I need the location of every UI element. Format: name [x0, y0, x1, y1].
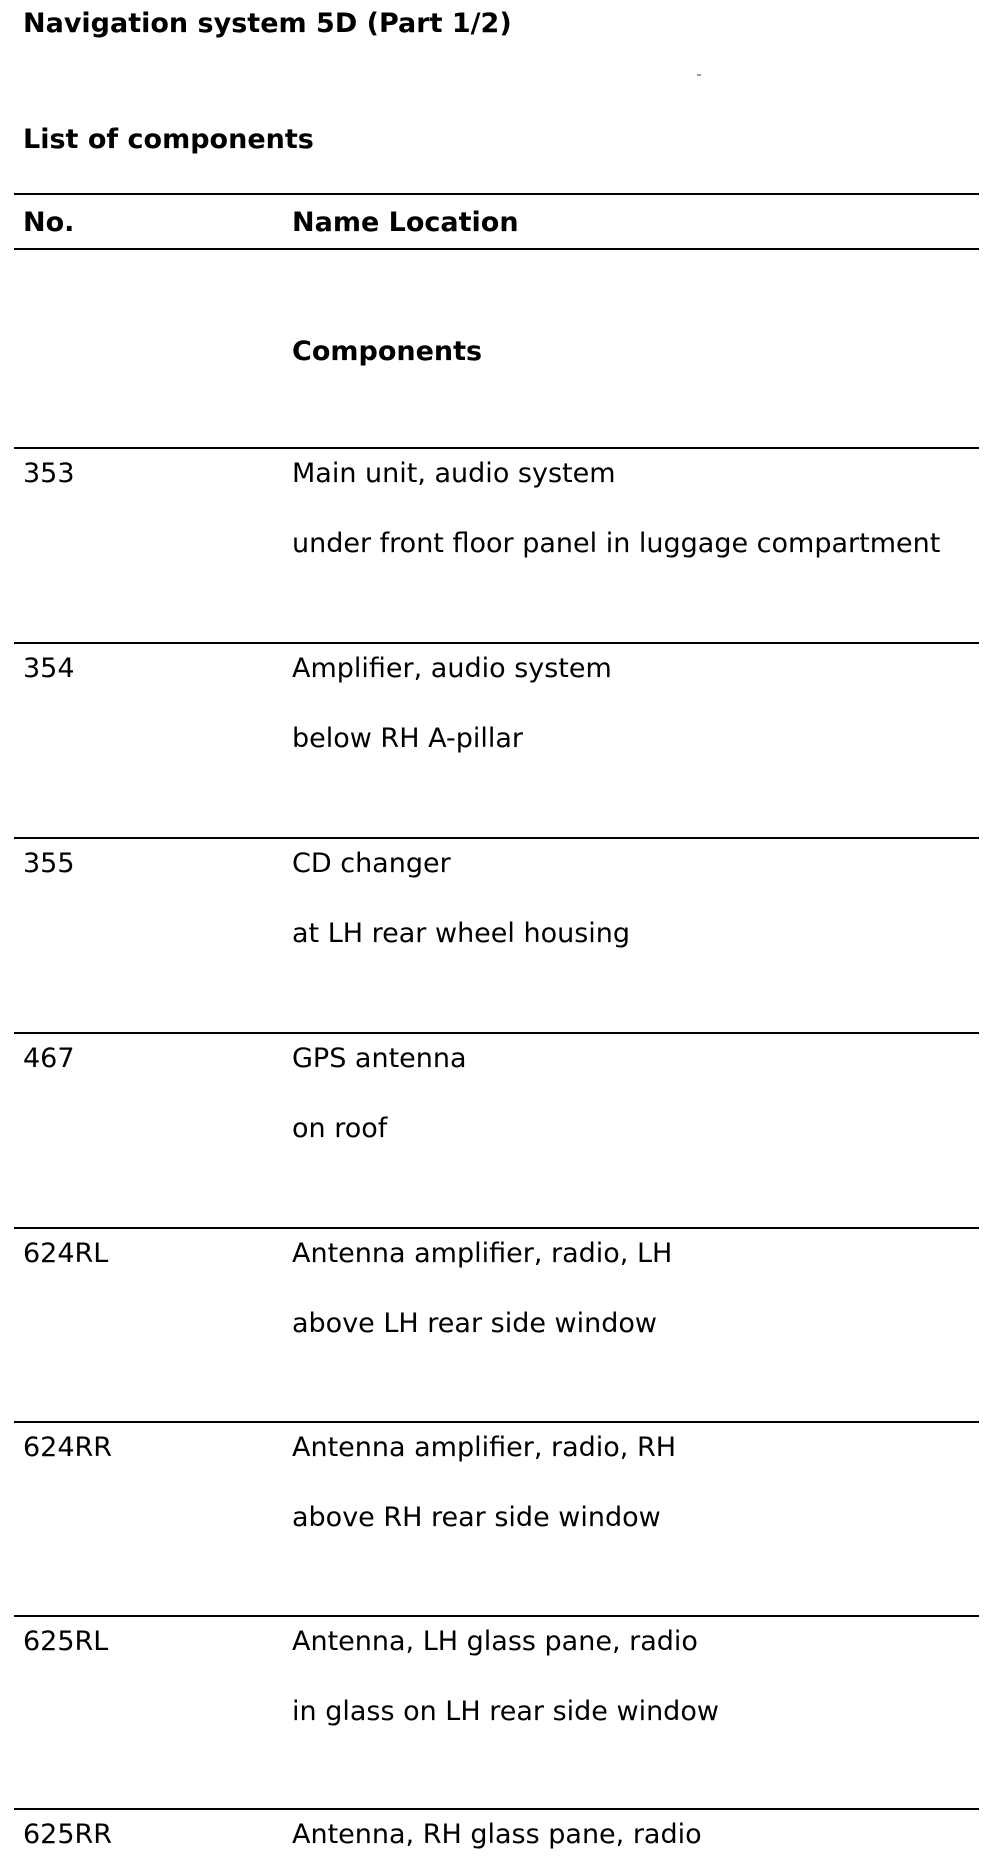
- component-number: 625RL: [23, 1626, 109, 1657]
- table-row: [0, 642, 992, 838]
- component-name: GPS antenna: [292, 1043, 467, 1074]
- component-location: under front floor panel in luggage compartment: [292, 528, 941, 559]
- component-name: Antenna amplifier, radio, LH: [292, 1238, 673, 1269]
- section-title: List of components: [23, 124, 314, 155]
- component-name: Antenna, RH glass pane, radio: [292, 1819, 702, 1850]
- table-row: [0, 1615, 992, 1811]
- component-location: at LH rear wheel housing: [292, 918, 631, 949]
- component-name: CD changer: [292, 848, 451, 879]
- component-number: 467: [23, 1043, 75, 1074]
- table-row: [0, 1227, 992, 1423]
- column-header-name-location: Name Location: [292, 207, 519, 238]
- component-number: 354: [23, 653, 75, 684]
- component-number: 624RL: [23, 1238, 109, 1269]
- component-name: Antenna amplifier, radio, RH: [292, 1432, 677, 1463]
- component-location: below RH A-pillar: [292, 723, 523, 754]
- component-name: Main unit, audio system: [292, 458, 616, 489]
- header-bottom-rule: [14, 248, 979, 250]
- component-number: 624RR: [23, 1432, 113, 1463]
- row-rule: [14, 837, 979, 839]
- row-rule: [14, 447, 979, 449]
- component-location: in glass on LH rear side window: [292, 1696, 719, 1727]
- column-header-no: No.: [23, 207, 75, 238]
- row-rule: [14, 1615, 979, 1617]
- table-top-rule: [14, 193, 979, 195]
- row-rule: [14, 1227, 979, 1229]
- group-label: Components: [292, 336, 483, 367]
- table-row: [0, 447, 992, 643]
- component-name: Antenna, LH glass pane, radio: [292, 1626, 698, 1657]
- component-name: Amplifier, audio system: [292, 653, 612, 684]
- row-rule: [14, 1421, 979, 1423]
- table-row: [0, 1808, 992, 1866]
- table-row: [0, 1421, 992, 1617]
- row-rule: [14, 1032, 979, 1034]
- page-title: Navigation system 5D (Part 1/2): [23, 8, 512, 39]
- stray-mark: [697, 74, 701, 76]
- component-number: 353: [23, 458, 75, 489]
- component-location: above RH rear side window: [292, 1502, 661, 1533]
- table-row: [0, 837, 992, 1033]
- row-rule: [14, 642, 979, 644]
- table-row: [0, 1032, 992, 1228]
- row-rule: [14, 1808, 979, 1810]
- component-number: 625RR: [23, 1819, 113, 1850]
- component-location: above LH rear side window: [292, 1308, 657, 1339]
- component-location: on roof: [292, 1113, 388, 1144]
- component-number: 355: [23, 848, 75, 879]
